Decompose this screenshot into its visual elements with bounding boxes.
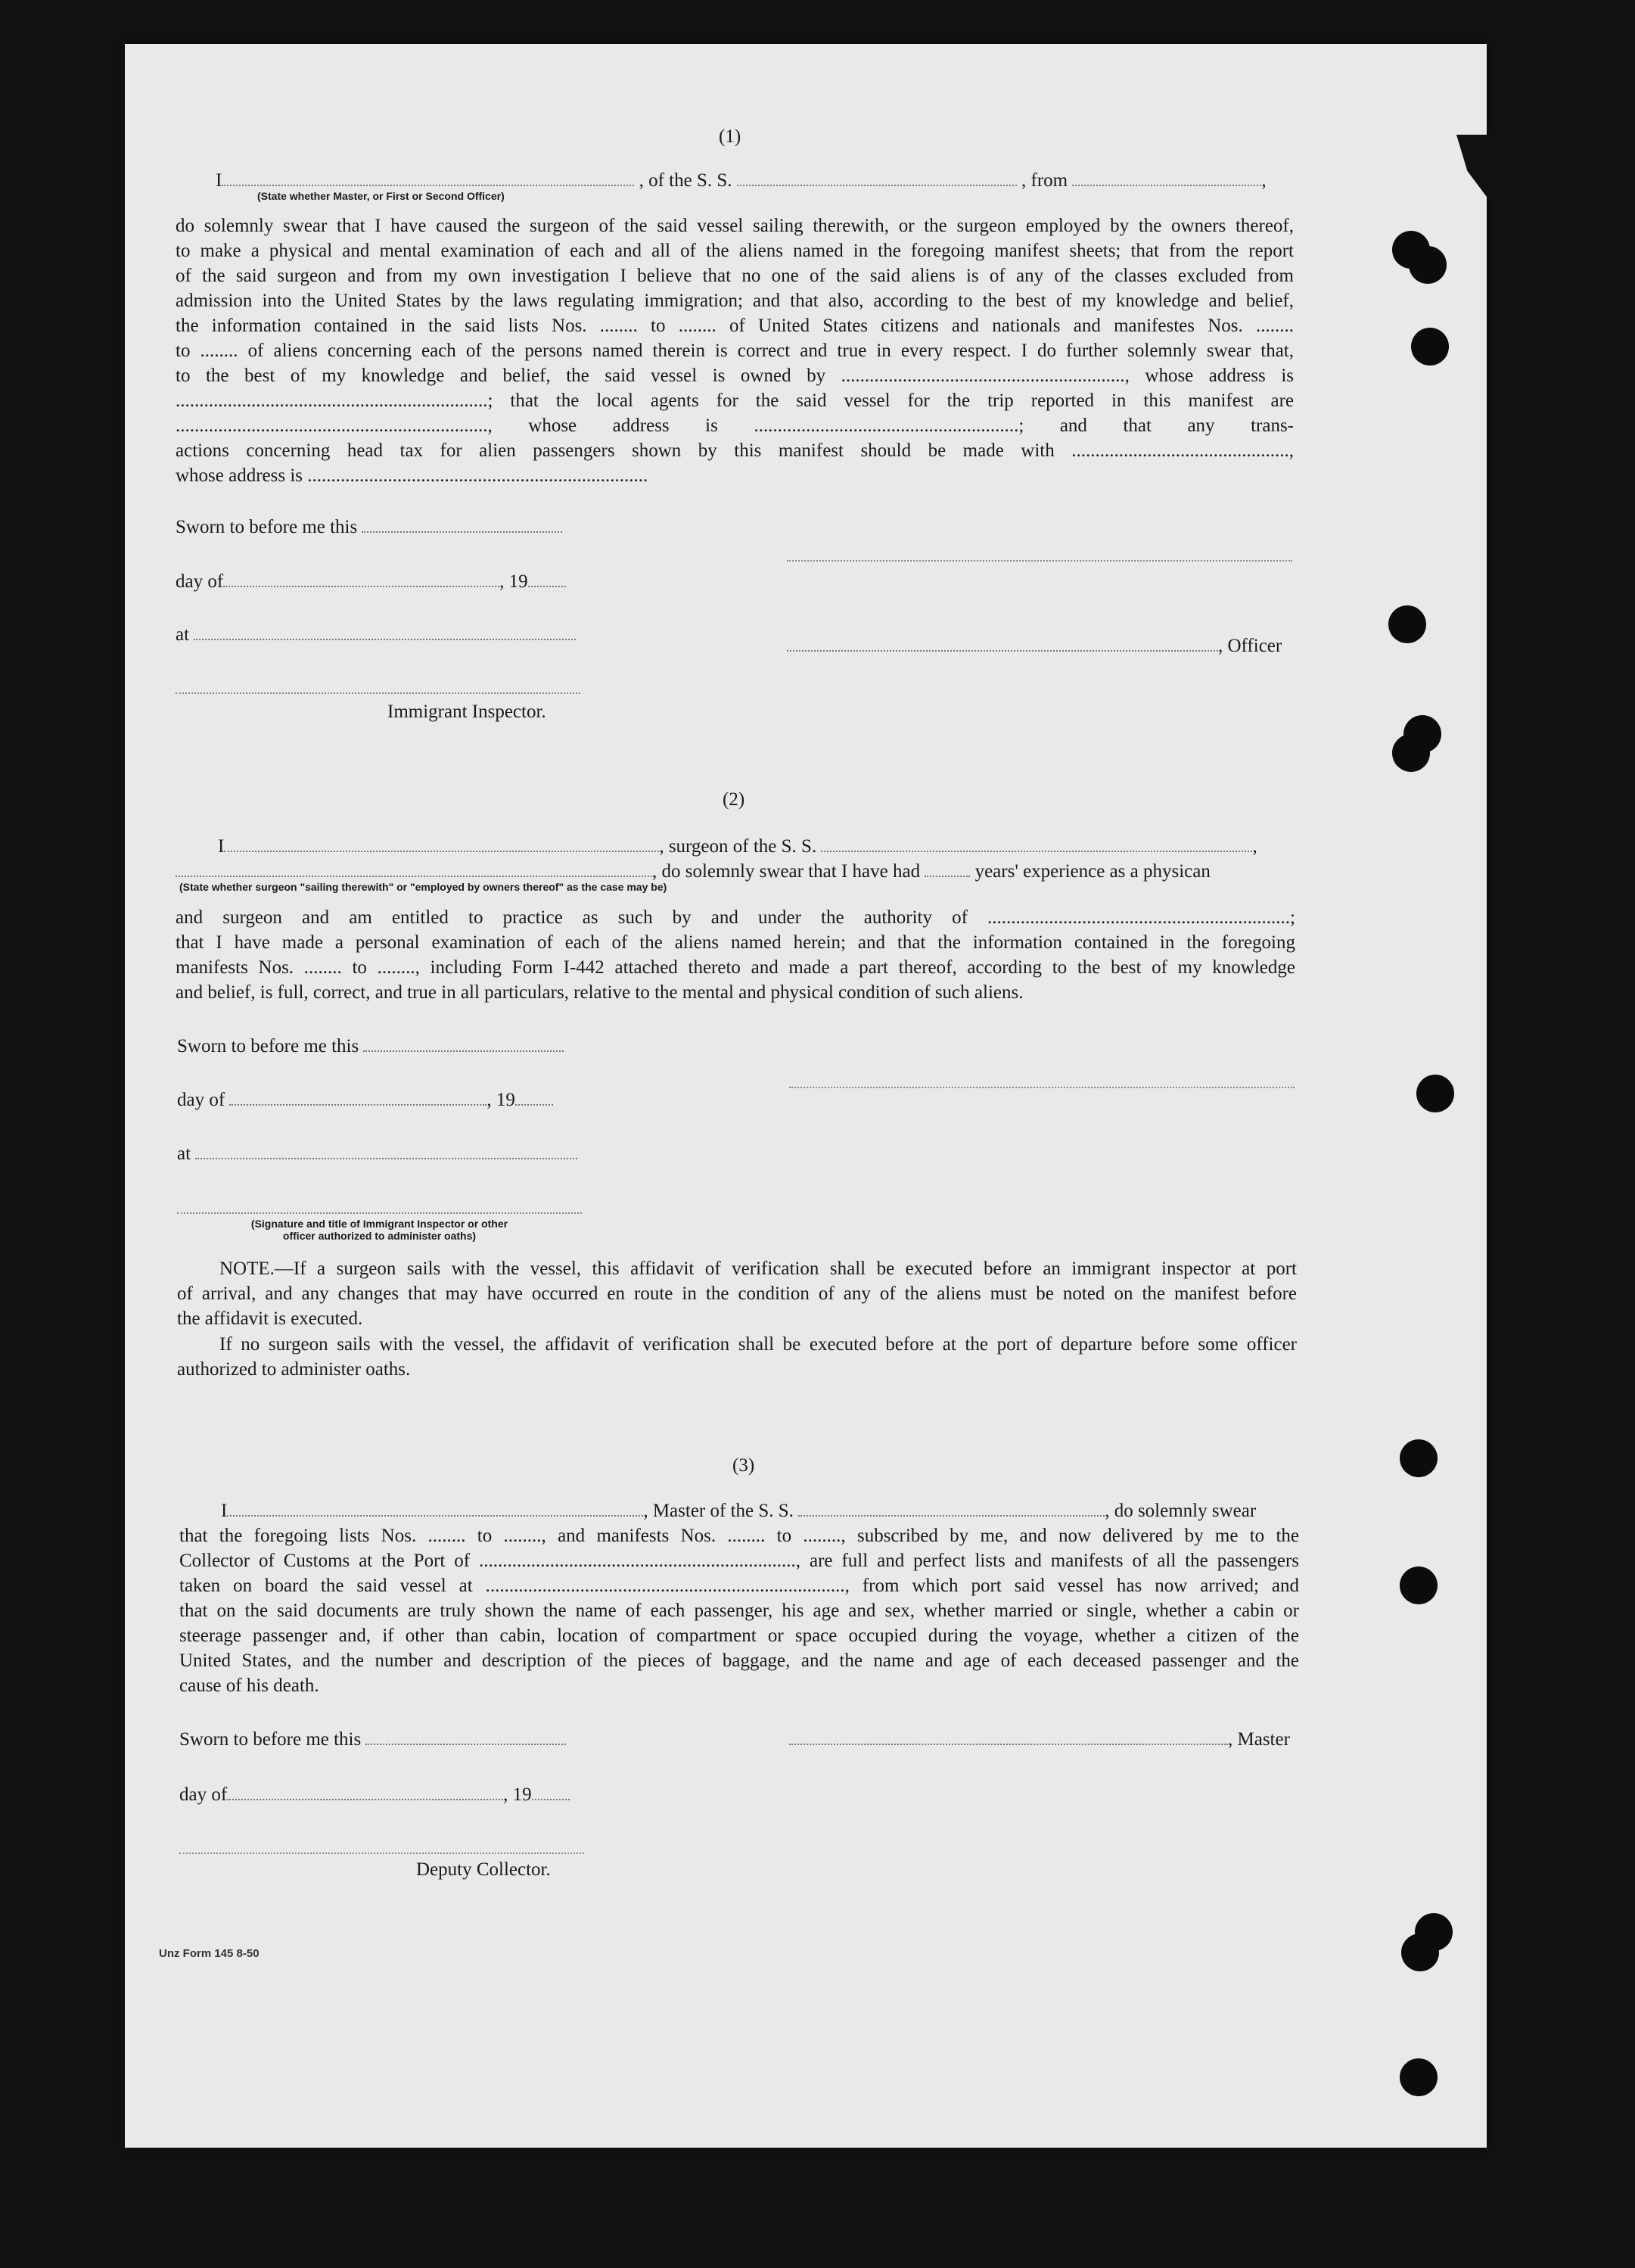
oath-line: that I have made a personal examination of each of the aliens named herein; and that the information contained in the foregoing (176, 932, 1295, 953)
section-3-line1 (221, 1498, 1256, 1523)
surgeon-label: , surgeon of the S. S. (659, 836, 817, 857)
note-line: of arrival, and any changes that may have occurred en route in the condition of any of the aliens must be noted on the manifest before (177, 1283, 1297, 1304)
from-port-blank[interactable] (1072, 171, 1261, 186)
vessel-name-blank[interactable] (737, 171, 1017, 186)
oath-line: ..................................................................; that the local agents for the said vessel for the trip reported in this manifest are (176, 390, 1294, 411)
oath-line: to the best of my knowledge and belief, the said vessel is owned by ............................................................, whose address is (176, 366, 1294, 386)
note-line: NOTE.—If a surgeon sails with the vessel, this affidavit of verification shall be executed before an immigrant inspector at port (219, 1258, 1297, 1279)
oath-line: steerage passenger and, if other than cabin, location of compartment or space occupied during the voyage, whether a citizen of the (179, 1626, 1299, 1646)
sworn-text: Sworn to before me this (177, 1036, 359, 1056)
vessel-name-blank[interactable] (821, 837, 1252, 852)
note-paragraph-2 (177, 1332, 1297, 1382)
pronoun-i: I (218, 836, 225, 857)
sworn-label-2 (177, 1034, 564, 1059)
pronoun-i: I (221, 1501, 228, 1521)
note-line: If no surgeon sails with the vessel, the affidavit of verification shall be executed before at the port of departure before some officer (219, 1334, 1297, 1355)
day-blank[interactable] (223, 572, 499, 587)
inspector-signature-line-2[interactable] (177, 1212, 582, 1214)
at-text: at (176, 624, 190, 645)
day-blank[interactable] (229, 1090, 486, 1106)
surgeon-name-blank[interactable] (224, 837, 659, 852)
day-of-line-1 (176, 569, 566, 594)
comma: , (1252, 836, 1257, 857)
binder-hole (1400, 1439, 1438, 1477)
note-line: officer authorized to administer oaths) (282, 1230, 477, 1242)
officer-rank-note: (State whether Master, or First or Second Officer) (257, 190, 505, 202)
note-line: (Signature and title of Immigrant Inspector or other (250, 1218, 508, 1230)
note-line: the affidavit is executed. (177, 1308, 363, 1329)
at-line-1 (176, 622, 576, 647)
year-blank[interactable] (532, 1785, 570, 1800)
section-3-oath-text (179, 1523, 1299, 1698)
oath-line: and surgeon and am entitled to practice as such by and under the authority of ................................................................; (176, 907, 1295, 928)
day-of-text: day of (177, 1090, 225, 1110)
section-1-line1: I , of the S. S. , from , (216, 170, 1267, 191)
swear-text: , do solemnly swear that I have had (652, 861, 921, 882)
master-signature-blank[interactable] (789, 1730, 1228, 1745)
year-text: , 19 (499, 571, 528, 592)
oath-line: and belief, is full, correct, and true in all particulars, relative to the mental and physical condition of such aliens. (176, 982, 1024, 1003)
surgeon-status-note: (State whether surgeon "sailing therewith" or "employed by owners thereof" as the case may be) (179, 881, 667, 893)
signature-line-1[interactable] (787, 560, 1292, 562)
oath-line: that on the said documents are truly shown the name of each passenger, his age and sex, whether married or single, whether a cabin or (179, 1601, 1299, 1621)
officer-signature-line (787, 633, 1282, 658)
day-of-text: day of (176, 571, 224, 592)
oath-line: the information contained in the said lists Nos. ........ to ........ of United States citizens and nationals and manifestes Nos. ........ (176, 316, 1294, 336)
vessel-name-blank[interactable] (798, 1501, 1105, 1517)
oath-line: United States, and the number and description of the pieces of baggage, and the name and age of each deceased passenger and the (179, 1650, 1299, 1671)
years-blank[interactable] (925, 862, 970, 877)
oath-line: do solemnly swear that I have caused the surgeon of the said vessel sailing therewith, or the surgeon employed by the owners thereof, (176, 216, 1294, 236)
immigrant-inspector-label: Immigrant Inspector. (387, 702, 546, 722)
sworn-text: Sworn to before me this (179, 1729, 362, 1750)
officer-label: , Officer (1218, 636, 1282, 656)
at-line-2 (177, 1141, 577, 1166)
oath-line: manifests Nos. ........ to ........, including Form I-442 attached thereto and made a part thereof, according to the best of my knowledge (176, 957, 1295, 978)
torn-corner (1456, 135, 1593, 256)
oath-line: whose address is ........................................................................ (176, 465, 648, 486)
surgeon-signature-line[interactable] (789, 1087, 1295, 1088)
sworn-blank[interactable] (362, 518, 562, 533)
oath-line: .................................................................., whose address is ........................................................; and that any trans- (176, 415, 1294, 436)
sworn-blank[interactable] (365, 1730, 566, 1745)
year-blank[interactable] (528, 572, 566, 587)
oath-line: that the foregoing lists Nos. ........ to ........, and manifests Nos. ........ to ........, subscribed by me, and now delivered by me to the (179, 1526, 1299, 1546)
surgeon-status-blank[interactable] (176, 862, 652, 877)
from-label: , from (1021, 170, 1068, 191)
day-of-line-2 (177, 1087, 553, 1112)
day-blank[interactable] (227, 1785, 503, 1800)
year-blank[interactable] (515, 1090, 553, 1106)
binder-hole (1400, 1566, 1438, 1604)
of-ss-label: , of the S. S. (639, 170, 732, 191)
place-blank[interactable] (194, 625, 576, 640)
binder-hole (1401, 1934, 1439, 1971)
oath-line: actions concerning head tax for alien passengers shown by this manifest should be made with .............................................., (176, 440, 1294, 461)
master-signature-line (789, 1727, 1290, 1752)
oath-line: of the said surgeon and from my own investigation I believe that no one of the said aliens is of any of the classes excluded from (176, 266, 1294, 286)
binder-hole (1409, 246, 1447, 284)
note-paragraph-1 (177, 1256, 1297, 1331)
oath-line: Collector of Customs at the Port of ..................................................................., are full and perfect lists and manifests of all the passengers (179, 1551, 1299, 1571)
at-text: at (177, 1143, 191, 1164)
section-3-number: (3) (732, 1455, 755, 1476)
section-1-number: (1) (719, 126, 741, 147)
master-signature-label: , Master (1228, 1729, 1290, 1750)
binder-hole (1416, 1075, 1454, 1112)
deputy-signature-line[interactable] (179, 1853, 584, 1854)
place-blank[interactable] (195, 1144, 577, 1159)
year-text: , 19 (486, 1090, 515, 1110)
section-2-oath-text (176, 905, 1295, 1005)
master-label: , Master of the S. S. (643, 1501, 794, 1521)
section-2-number: (2) (723, 789, 745, 810)
section-2-line1 (218, 834, 1257, 859)
signature-title-note (177, 1218, 582, 1242)
sworn-label-1 (176, 515, 562, 540)
binder-hole (1411, 328, 1449, 366)
section-1-oath-text (176, 213, 1294, 488)
oath-line: to make a physical and mental examination of each and all of the aliens named in the foregoing manifest sheets; that from the report (176, 241, 1294, 261)
year-text: , 19 (503, 1784, 532, 1805)
day-of-line-3 (179, 1782, 570, 1807)
binder-hole (1392, 734, 1430, 772)
form-identifier: Unz Form 145 8-50 (159, 1947, 260, 1960)
deputy-collector-label: Deputy Collector. (416, 1859, 551, 1880)
binder-hole (1400, 2058, 1438, 2096)
oath-line: admission into the United States by the laws regulating immigration; and that also, according to the best of my knowledge and belief, (176, 291, 1294, 311)
officer-signature-blank[interactable] (787, 636, 1218, 652)
inspector-signature-line[interactable] (176, 692, 580, 694)
day-of-text: day of (179, 1784, 228, 1805)
sworn-label-3 (179, 1727, 566, 1752)
years-text: years' experience as a physican (974, 861, 1211, 882)
sworn-blank[interactable] (363, 1037, 564, 1052)
binder-hole (1388, 605, 1426, 643)
swear-text: , do solemnly swear (1105, 1501, 1257, 1521)
note-line: authorized to administer oaths. (177, 1359, 411, 1380)
officer-name-blank[interactable] (222, 171, 634, 186)
oath-line: to ........ of aliens concerning each of the persons named therein is correct and true in every respect. I do further solemnly swear that, (176, 341, 1294, 361)
oath-line: cause of his death. (179, 1675, 319, 1696)
pronoun-i: I (216, 170, 222, 191)
sworn-text: Sworn to before me this (176, 517, 358, 537)
oath-line: taken on board the said vessel at ............................................................................, from which port said vessel has now arrived; and (179, 1576, 1299, 1596)
master-name-blank[interactable] (227, 1501, 643, 1517)
